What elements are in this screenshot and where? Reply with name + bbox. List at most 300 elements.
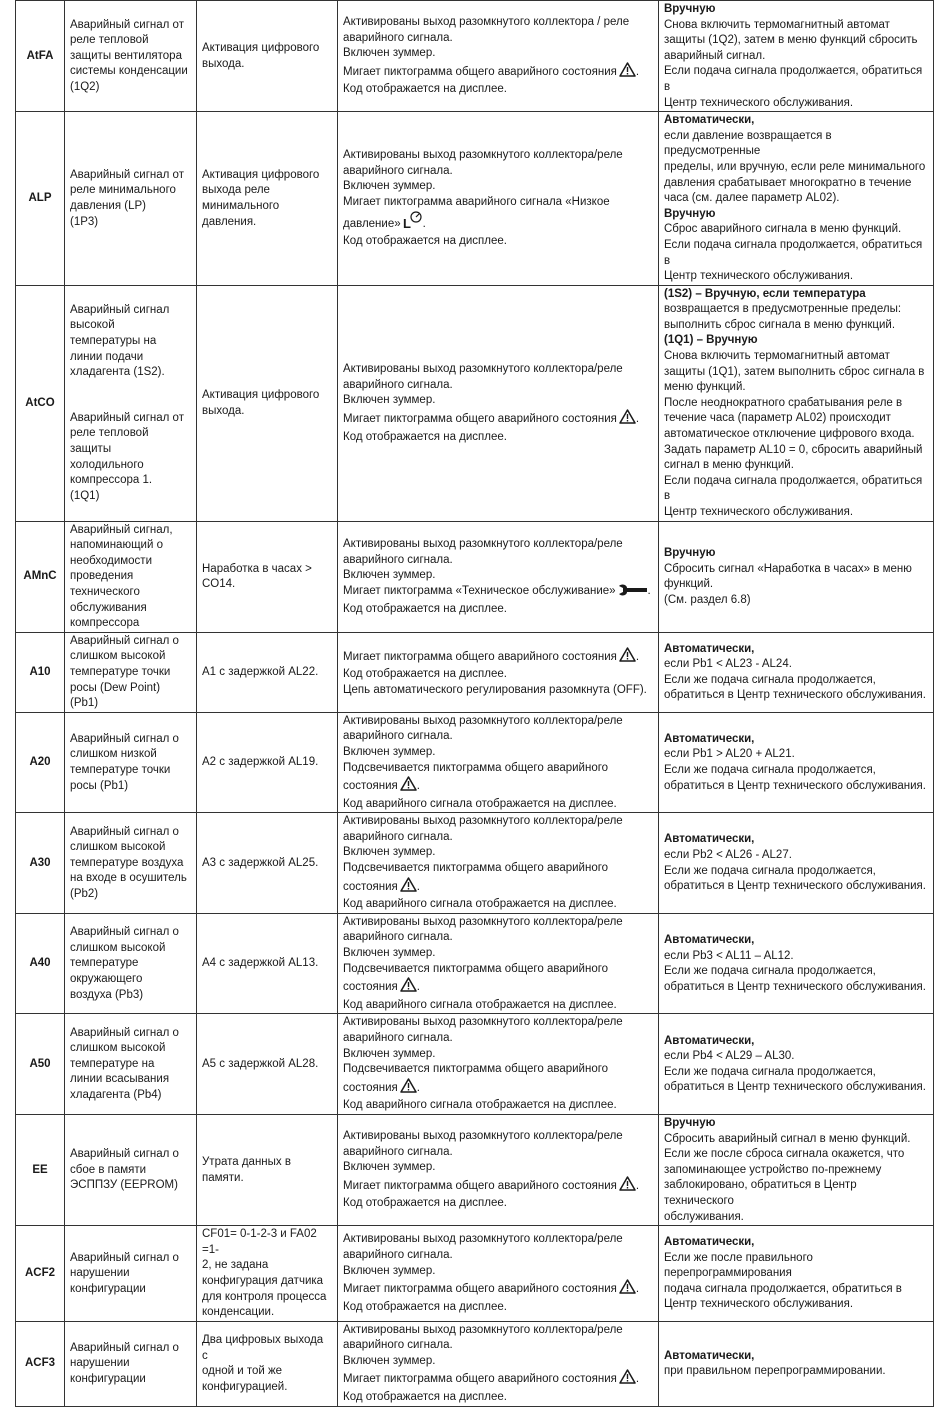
text-line: [70, 64, 191, 80]
alarm-action: [338, 1321, 659, 1406]
line-text: Включен зуммер.: [343, 846, 436, 859]
line-text: минимального давления.: [202, 199, 280, 228]
line-text: Сбросить аварийный сигнал в меню функций.: [664, 1132, 911, 1145]
alarm-condition: [197, 813, 338, 914]
line-gap: [70, 381, 191, 411]
line-text: Мигает пиктограмма общего аварийного состояния: [343, 1373, 617, 1386]
line-text: Мигает пиктограмма общего аварийного состояния: [343, 1283, 617, 1296]
line-text: Активация цифрового: [202, 41, 320, 54]
line-text: реле минимального: [70, 184, 176, 197]
text-line: [664, 411, 928, 427]
line-text: (Pb1): [70, 697, 99, 710]
text-line: [202, 41, 332, 57]
line-text: Вручную: [664, 1116, 716, 1129]
line-text: выхода.: [202, 57, 245, 70]
line-text: обратиться в Центр технического обслуживания.: [664, 880, 926, 893]
text-line: [664, 396, 928, 412]
text-line: [70, 925, 191, 941]
line-text: Код аварийного сигнала отображается на дисплее.: [343, 797, 617, 810]
text-line: [70, 585, 191, 601]
text-line: [664, 949, 928, 965]
line-text: Если же подача сигнала продолжается,: [664, 864, 876, 877]
text-line: [343, 946, 653, 962]
line-text: Код аварийного сигнала отображается на дисплее.: [343, 1099, 617, 1112]
alarm-action: [338, 285, 659, 521]
text-line: [664, 458, 928, 474]
line-text: Сбросить сигнал «Наработка в часах» в меню: [664, 562, 912, 575]
line-text: Автоматически,: [664, 732, 755, 745]
line-text: аварийного сигнала.: [343, 553, 453, 566]
line-text: A4 с задержкой AL13.: [202, 957, 319, 970]
text-line: [70, 458, 191, 474]
line-text: Центр технического обслуживания.: [664, 96, 854, 109]
text-line: [664, 365, 928, 381]
line-text: Если же после сброса сигнала окажется, что: [664, 1148, 905, 1161]
line-text: Аварийный сигнал,: [70, 523, 173, 536]
line-text: Активированы выход разомкнутого коллектора / реле: [343, 16, 630, 29]
text-line: [70, 665, 191, 681]
text-line: [664, 779, 928, 795]
line-text: Два цифровых выхода с: [202, 1333, 324, 1362]
line-text: (Pb2): [70, 887, 99, 900]
line-text: Код отображается на дисплее.: [343, 430, 507, 443]
text-line: [343, 602, 653, 618]
text-line: [343, 537, 653, 553]
text-line: [343, 1098, 653, 1114]
text-line: [70, 732, 191, 748]
line-text: обслуживания: [70, 601, 147, 614]
text-line: [343, 31, 653, 47]
warning-icon: [400, 877, 417, 898]
line-text: Аварийный сигнал о: [70, 732, 179, 745]
line-text: Если подача сигнала продолжается, обратиться в: [664, 65, 923, 93]
text-line: [664, 546, 928, 562]
line-text: Код отображается на дисплее.: [343, 83, 507, 96]
line-text: Включен зуммер.: [343, 1354, 436, 1367]
line-text: аварийного сигнала.: [343, 1032, 453, 1044]
line-text: Включен зуммер.: [343, 180, 436, 193]
line-text: Снова включить термомагнитный автомат: [664, 18, 890, 31]
line-text: возвращается в предусмотренные пределы:: [664, 303, 902, 316]
warning-icon: [619, 409, 636, 430]
line-text: обратиться в Центр технического обслуживания.: [664, 980, 926, 993]
line-text: конфигурации: [70, 1282, 146, 1295]
alarm-description: [65, 285, 197, 521]
text-line: [343, 1338, 653, 1354]
text-line: [202, 1290, 332, 1306]
line-text: нарушении: [70, 1357, 130, 1370]
line-text: Мигает пиктограмма общего аварийного состояния: [343, 65, 617, 78]
line-text: Подсвечивается пиктограмма общего аварийного: [343, 761, 609, 774]
line-text: CF01= 0-1-2-3 и FA02 =1-: [202, 1228, 317, 1256]
text-line: [70, 840, 191, 856]
text-line: [70, 988, 191, 1004]
line-text: Автоматически,: [664, 933, 755, 946]
line-text: Аварийный сигнал от: [70, 18, 184, 31]
alarm-condition: [197, 1114, 338, 1225]
text-line: [70, 941, 191, 957]
text-line: [70, 763, 191, 779]
alarm-condition: [197, 632, 338, 712]
table-row: [16, 1014, 934, 1115]
line-text: Подсвечивается пиктограмма общего аварийного: [343, 962, 609, 975]
line-text: Автоматически,: [664, 1349, 755, 1362]
text-line: [343, 1160, 653, 1176]
text-line: [202, 755, 332, 771]
text-line: [70, 33, 191, 49]
text-line: [70, 80, 191, 96]
line-text: сбое в памяти: [70, 1163, 147, 1176]
line-text: (1P3): [70, 215, 99, 228]
alarm-code: A20: [16, 712, 65, 813]
table-row: [16, 1114, 934, 1225]
text-line: [202, 1333, 332, 1364]
alarm-action: [338, 913, 659, 1014]
line-text: аварийного сигнала.: [343, 164, 453, 177]
text-line: [202, 57, 332, 73]
text-line: [343, 15, 653, 31]
text-line: [664, 1235, 928, 1251]
text-line: [664, 933, 928, 949]
text-line: [343, 667, 653, 683]
line-text: Аварийный сигнал о: [70, 926, 179, 939]
line-text: A2 с задержкой AL19.: [202, 756, 319, 769]
text-line: [664, 980, 928, 996]
alarm-condition: [197, 712, 338, 813]
line-text: (1Q1) – Вручную: [664, 334, 758, 347]
line-text: Автоматически,: [664, 833, 755, 846]
alarm-description: [65, 1321, 197, 1406]
line-text: Автоматически,: [664, 1034, 755, 1047]
warning-icon: [619, 1279, 636, 1300]
line-text: Включен зуммер.: [343, 1264, 436, 1277]
line-text: Код отображается на дисплее.: [343, 1391, 507, 1404]
text-line: [343, 729, 653, 745]
text-line: состояния .: [343, 877, 653, 898]
line-text: одной и той же: [202, 1365, 283, 1378]
text-line: [70, 49, 191, 65]
text-line: Мигает пиктограмма «Техническое обслуживание» .: [343, 584, 653, 602]
text-line: [202, 1258, 332, 1274]
text-line: [664, 96, 928, 112]
alarm-code: AtCO: [16, 285, 65, 521]
line-text: выхода.: [202, 404, 245, 417]
line-text: меню функций.: [664, 381, 746, 394]
alarm-action: [338, 712, 659, 813]
alarm-code: AMnC: [16, 521, 65, 632]
alarm-table-body: [16, 1, 934, 1407]
text-line: [343, 683, 653, 699]
line-text: Если же после правильного: [664, 1251, 813, 1264]
line-text: слишком высокой: [70, 841, 166, 854]
line-text: Автоматически,: [664, 642, 755, 655]
line-text: слишком высокой: [70, 941, 166, 954]
line-text: перепрограммирования: [664, 1267, 792, 1280]
line-text: Автоматически,: [664, 1235, 755, 1248]
line-text: защиты вентилятора: [70, 49, 182, 62]
text-line: [664, 832, 928, 848]
text-line: [343, 845, 653, 861]
line-text: Активация цифрового: [202, 168, 320, 181]
text-line: Мигает пиктограмма общего аварийного состояния .: [343, 647, 653, 668]
line-text: Вручную: [664, 546, 716, 559]
text-line: [70, 1372, 191, 1388]
line-text: Аварийный сигнал от: [70, 411, 184, 424]
text-line: давление» L .: [343, 211, 653, 235]
text-line: [70, 538, 191, 554]
text-line: [343, 814, 653, 830]
line-text: обратиться в Центр технического обслуживания.: [664, 779, 926, 792]
line-text: реле тепловой: [70, 427, 149, 440]
line-text: Центр технического обслуживания.: [664, 1298, 854, 1311]
alarm-reset: [659, 1014, 934, 1115]
text-line: [664, 238, 928, 269]
line-text: заблокировано, обратиться в Центр технического: [664, 1179, 857, 1207]
text-line: [70, 871, 191, 887]
text-line: [70, 303, 191, 319]
line-text: конфигурации: [70, 1372, 146, 1385]
alarm-code: ALP: [16, 112, 65, 286]
text-line: [664, 1282, 928, 1298]
alarm-action: [338, 1226, 659, 1322]
text-line: [70, 168, 191, 184]
line-text: Включен зуммер.: [343, 1047, 436, 1060]
text-line: [70, 489, 191, 505]
text-line: [664, 1147, 928, 1163]
alarm-condition: [197, 1226, 338, 1322]
line-text: хладагента (1S2).: [70, 366, 165, 379]
text-line: [343, 148, 653, 164]
text-line: [343, 1129, 653, 1145]
warning-icon: [400, 1078, 417, 1099]
line-text: Вручную: [664, 207, 716, 220]
text-line: [70, 601, 191, 617]
line-text: состояния: [343, 780, 398, 793]
line-text: Аварийный сигнал о: [70, 1148, 179, 1161]
text-line: [70, 856, 191, 872]
line-text: Цепь автоматического регулирования разомкнута (OFF).: [343, 684, 647, 697]
line-text: (1Q1): [70, 489, 100, 502]
line-text: обслуживания.: [664, 1210, 744, 1223]
text-line: [343, 745, 653, 761]
svg-text:L: L: [402, 215, 411, 229]
text-line: [343, 393, 653, 409]
line-text: аварийного сигнала.: [343, 730, 453, 743]
text-line: [664, 269, 928, 285]
line-text: Подсвечивается пиктограмма общего аварийного: [343, 862, 609, 875]
text-line: [343, 1047, 653, 1063]
text-line: [664, 380, 928, 396]
line-text: Включен зуммер.: [343, 947, 436, 960]
line-text: для контроля процесса: [202, 1290, 327, 1303]
wrench-icon: [618, 584, 648, 602]
text-line: [664, 848, 928, 864]
text-line: [70, 696, 191, 712]
line-text: Аварийный сигнал от: [70, 168, 184, 181]
line-text: A1 с задержкой AL22.: [202, 665, 319, 678]
text-line: [664, 474, 928, 505]
alarm-reset: [659, 913, 934, 1014]
text-line: [343, 930, 653, 946]
text-line: [202, 577, 332, 593]
line-text: состояния: [343, 981, 398, 994]
line-text: Если же подача сигнала продолжается,: [664, 673, 876, 686]
line-text: аварийного сигнала.: [343, 931, 453, 944]
line-text: воздуха (Pb3): [70, 988, 144, 1001]
text-line: [343, 46, 653, 62]
alarm-description: [65, 632, 197, 712]
text-line: [70, 616, 191, 632]
text-line: Мигает пиктограмма общего аварийного состояния .: [343, 62, 653, 83]
alarm-action: [338, 521, 659, 632]
line-text: конфигурацией.: [202, 1380, 288, 1393]
line-text: (См. раздел 6.8): [664, 593, 751, 606]
line-text: Включен зуммер.: [343, 1161, 436, 1174]
text-line: [664, 349, 928, 365]
text-line: [343, 1300, 653, 1316]
line-text: напоминающий о: [70, 539, 163, 552]
line-text: на входе в осушитель: [70, 872, 187, 885]
table-row: [16, 1226, 934, 1322]
text-line: [664, 1297, 928, 1313]
line-text: аварийного сигнала.: [343, 830, 453, 843]
text-line: [343, 1264, 653, 1280]
text-line: [343, 179, 653, 195]
text-line: [70, 365, 191, 381]
alarm-description: [65, 1114, 197, 1225]
line-text: пределы, или вручную, если реле минимального: [664, 160, 926, 173]
alarm-reset: [659, 632, 934, 712]
text-line: [664, 443, 928, 459]
text-line: [664, 333, 928, 349]
line-text: линии подачи: [70, 350, 144, 363]
line-text: Активированы выход разомкнутого коллектора/реле: [343, 714, 623, 727]
line-text: выполнить сброс сигнала в меню функций.: [664, 318, 896, 331]
line-text: Код аварийного сигнала отображается на дисплее.: [343, 898, 617, 911]
line-text: Мигает пиктограмма общего аварийного состояния: [343, 650, 617, 663]
text-line: [70, 334, 191, 350]
text-line: [343, 568, 653, 584]
text-line: [70, 183, 191, 199]
line-text: Включен зуммер.: [343, 745, 436, 758]
text-line: [202, 404, 332, 420]
line-text: проведения: [70, 570, 134, 583]
line-text: Код аварийного сигнала отображается на дисплее.: [343, 998, 617, 1011]
text-line: [343, 1248, 653, 1264]
alarm-reset: [659, 112, 934, 286]
text-line: [664, 18, 928, 34]
alarm-reset: [659, 712, 934, 813]
alarm-description: [65, 1226, 197, 1322]
text-line: [70, 199, 191, 215]
text-line: [343, 82, 653, 98]
text-line: [202, 168, 332, 184]
text-line: [343, 915, 653, 931]
text-line: [664, 1251, 928, 1267]
text-line: состояния .: [343, 1078, 653, 1099]
text-line: [664, 1210, 928, 1226]
text-line: [343, 1390, 653, 1406]
alarm-description: [65, 712, 197, 813]
table-row: [16, 712, 934, 813]
line-text: если Pb1 < AL23 - AL24.: [664, 658, 792, 671]
alarm-reset: [659, 1114, 934, 1225]
text-line: [664, 1116, 928, 1132]
alarm-condition: [197, 112, 338, 286]
text-line: [202, 1155, 332, 1186]
text-line: [664, 1266, 928, 1282]
text-line: [70, 779, 191, 795]
text-line: [343, 1196, 653, 1212]
text-line: [202, 562, 332, 578]
line-text: компрессора 1.: [70, 474, 153, 487]
text-line: [70, 426, 191, 442]
text-line: [664, 763, 928, 779]
text-line: [70, 634, 191, 650]
line-text: если Pb4 < AL29 – AL30.: [664, 1050, 795, 1063]
text-line: [70, 523, 191, 539]
alarm-table: [15, 0, 934, 1407]
line-text: слишком высокой: [70, 1042, 166, 1055]
text-line: [664, 688, 928, 704]
text-line: [202, 1380, 332, 1396]
alarm-code: EE: [16, 1114, 65, 1225]
text-line: [70, 569, 191, 585]
line-text: A3 с задержкой AL25.: [202, 856, 319, 869]
text-line: [202, 199, 332, 230]
line-text: аварийного сигнала.: [343, 31, 453, 44]
alarm-action: [338, 112, 659, 286]
line-text: Активированы выход разомкнутого коллектора/реле: [343, 1233, 623, 1246]
line-text: Если же подача сигнала продолжается,: [664, 764, 876, 776]
alarm-description: [65, 1014, 197, 1115]
text-line: [70, 1163, 191, 1179]
text-line: [343, 714, 653, 730]
text-line: [664, 113, 928, 129]
line-text: Если же подача сигнала продолжается,: [664, 965, 876, 978]
text-line: [202, 856, 332, 872]
text-line: Мигает пиктограмма общего аварийного состояния .: [343, 409, 653, 430]
text-line: [343, 553, 653, 569]
text-line: [70, 1026, 191, 1042]
text-line: [202, 388, 332, 404]
line-text: окружающего: [70, 972, 143, 985]
line-text: Мигает пиктограмма аварийного сигнала «Низкое: [343, 195, 610, 208]
text-line: [202, 665, 332, 681]
alarm-condition: [197, 913, 338, 1014]
line-text: защиты (1Q1), затем выполнить сброс сигнала в: [664, 365, 925, 378]
line-text: часа (см. далее параметр AL02).: [664, 192, 840, 205]
line-text: защиты: [70, 443, 112, 456]
text-line: [664, 964, 928, 980]
alarm-description: [65, 813, 197, 914]
text-line: [70, 18, 191, 34]
alarm-reset: [659, 1226, 934, 1322]
line-text: Активированы выход разомкнутого коллектора/реле: [343, 538, 623, 551]
text-line: [202, 1274, 332, 1290]
alarm-action: [338, 1014, 659, 1115]
line-text: Активированы выход разомкнутого коллектора/реле: [343, 363, 623, 376]
line-text: Включен зуммер.: [343, 569, 436, 582]
line-text: температуре воздуха: [70, 856, 184, 869]
text-line: [664, 1049, 928, 1065]
alarm-code: ACF2: [16, 1226, 65, 1322]
line-text: A5 с задержкой AL28.: [202, 1057, 319, 1070]
line-text: Аварийный сигнал о: [70, 634, 179, 647]
text-line: [664, 577, 928, 593]
table-row: [16, 813, 934, 914]
line-text: Активированы выход разомкнутого коллектора/реле: [343, 1130, 623, 1143]
